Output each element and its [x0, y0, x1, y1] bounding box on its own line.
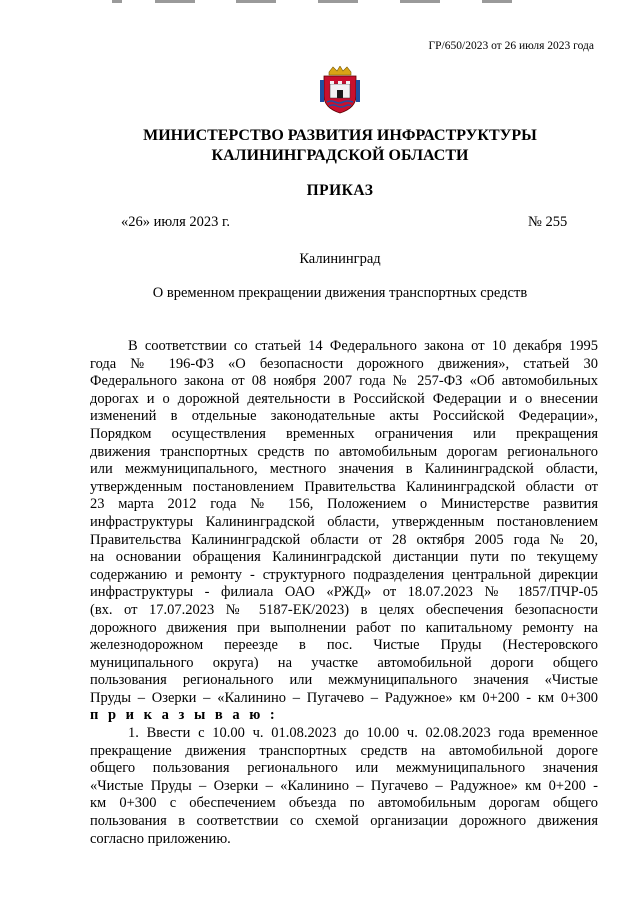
preamble-line: пользования регионального или межмуниципального значения «Чистые [90, 672, 598, 689]
item1-line: 1. Ввести с 10.00 ч. 01.08.2023 до 10.00 ч. 02.08.2023 года временное [128, 725, 598, 742]
order-subject: О временном прекращении движения транспортных средств [152, 285, 528, 301]
preamble-line: движения транспортных средств по автомобильным дорогам регионального [90, 443, 598, 460]
preamble-line: железнодорожном переезде в пос. Чистые Пруды (Нестеровского [90, 637, 598, 654]
scan-top-marks [0, 0, 640, 6]
preamble-line: Федерального закона от 08 ноября 2007 года № 257-ФЗ «Об автомобильных [90, 373, 598, 390]
preamble-line: муниципального округа) на участке автомобильной дороги общего [90, 654, 598, 671]
preamble-line: (вх. от 17.07.2023 № 5187-ЕК/2023) в целях обеспечения безопасности [90, 601, 598, 618]
item1-line: прекращение движения транспортных средств на автомобильной дороге [90, 742, 598, 759]
preamble-line: Правительства Калининградской области от 28 октября 2005 года № 20, [90, 531, 598, 548]
preamble-line: 23 марта 2012 года № 156, Положением о Министерстве развития [90, 496, 598, 513]
directive-word: п р и к а з ы в а ю : [90, 707, 278, 724]
registration-number: ГР/650/2023 от 26 июля 2023 года [428, 40, 594, 52]
preamble-line: года № 196-ФЗ «О безопасности дорожного движения», статьей 30 [90, 355, 598, 372]
preamble-line: Порядком осуществления временных ограничения или прекращения [90, 425, 598, 442]
ministry-line2: КАЛИНИНГРАДСКОЙ ОБЛАСТИ [211, 147, 469, 164]
ministry-line1: МИНИСТЕРСТВО РАЗВИТИЯ ИНФРАСТРУКТУРЫ [143, 127, 537, 144]
order-number: № 255 [528, 214, 568, 230]
preamble-line: утвержденным постановлением Правительства Калининградской области от [90, 478, 598, 495]
preamble-line: инфраструктуры - филиала ОАО «РЖД» от 18.07.2023 № 1857/ПЧР-05 [90, 584, 598, 601]
order-body [90, 338, 598, 848]
city: Калининград [299, 251, 381, 267]
preamble-line: В соответствии со статьей 14 Федерального закона от 10 декабря 1995 [128, 338, 598, 354]
ministry-name [0, 126, 640, 166]
preamble-line: Пруды – Озерки – «Калинино – Пугачево – Радужное» км 0+200 - км 0+300 [90, 689, 598, 706]
item1-line: км 0+300 с обеспечением объезда по автомобильным дорогам общего [90, 795, 598, 812]
item1-line: пользования в соответствии со схемой организации дорожного движения [90, 813, 598, 830]
preamble-line: инфраструктуры Калининградской области, утвержденным постановлением [90, 513, 598, 530]
preamble-line: или межмуниципального, местного значения в Калининградской области, [90, 461, 598, 478]
coat-of-arms-icon [319, 66, 361, 114]
preamble-line: на основании обращения Калининградской дистанции пути по текущему [90, 549, 598, 566]
document-type: ПРИКАЗ [306, 182, 374, 199]
preamble-line: дорогах и о дорожной деятельности в Российской Федерации и о внесении [90, 390, 598, 407]
item1-line: согласно приложению. [90, 830, 231, 847]
item1-line: «Чистые Пруды – Озерки – «Калинино – Пугачево – Радужное» км 0+200 - [90, 777, 598, 794]
item1-line: общего пользования регионального или межмуниципального значения [90, 760, 598, 777]
preamble-line: дорожного движения при выполнении работ по капитальному ремонту на [90, 619, 598, 636]
preamble-line: изменений в отдельные законодательные акты Российской Федерации», [90, 408, 598, 425]
order-date: «26» июля 2023 г. [121, 214, 230, 230]
preamble-line: содержанию и ремонту - структурного подразделения центральной дирекции [90, 566, 598, 583]
